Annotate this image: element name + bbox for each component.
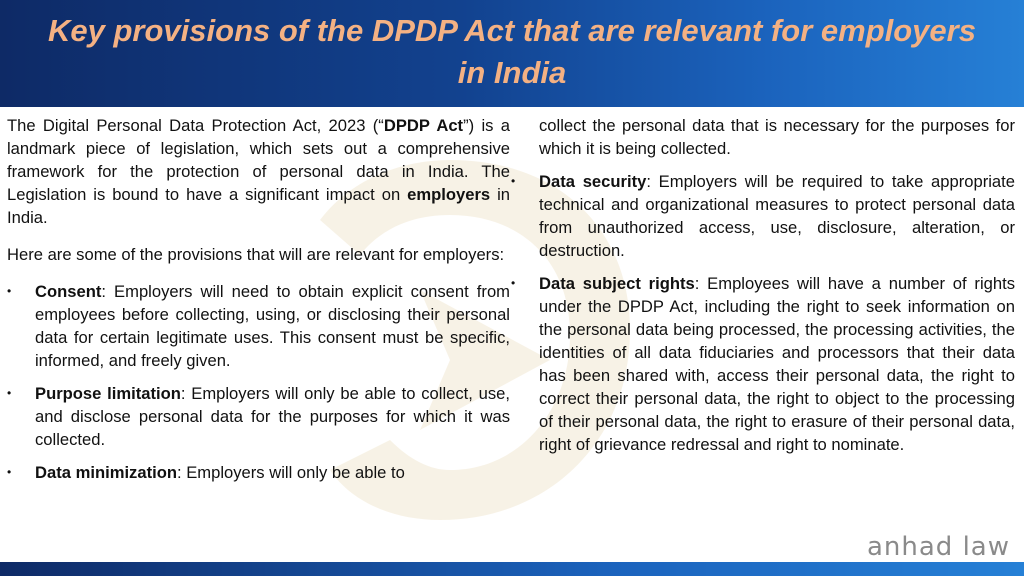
dpdp-act-term: DPDP Act xyxy=(383,116,464,135)
bullet-icon: • xyxy=(7,465,12,479)
provision-data-security: • Data security: Employers will be required to take appropriate technical and organizational measures to protect personal data from unauthorized access, use, disclosure, alteration, or destruction. xyxy=(511,172,1015,260)
bullet-icon: • xyxy=(7,284,12,298)
provision-data-minimization-continued: collect the personal data that is necessary for the purposes for which it is being collected. xyxy=(539,116,1015,158)
footer-bar xyxy=(0,562,1024,576)
provision-data-minimization: • Data minimization: Employers will only be able to xyxy=(7,463,405,482)
page-title: Key provisions of the DPDP Act that are relevant for employers in India xyxy=(48,13,976,90)
bullet-icon: • xyxy=(511,174,516,188)
right-column xyxy=(511,114,1015,456)
anhad-law-logo: anhad law xyxy=(866,532,1010,562)
bullet-icon: • xyxy=(7,386,12,400)
employers-term: employers xyxy=(407,185,491,204)
title-banner xyxy=(0,0,1024,107)
bullet-icon: • xyxy=(511,276,516,290)
intro-paragraph: The Digital Personal Data Protection Act, 2023 (“DPDP Act”) is a landmark piece of legislation, which sets out a comprehensive framework for the protection of personal data in India. The Legislation is bound to have a significant impact on employers in India. xyxy=(7,116,510,227)
provision-purpose-limitation: • Purpose limitation: Employers will only be able to collect, use, and disclose personal data for the purposes for which it was collected. xyxy=(7,384,510,449)
lead-paragraph: Here are some of the provisions that will are relevant for employers: xyxy=(7,245,505,264)
provision-data-subject-rights: • Data subject rights: Employees will have a number of rights under the DPDP Act, including the right to seek information on the personal data being processed, the processing activities, the identities of all data fiduciaries and processors that their data has been shared with, access their personal data, the right to correct their personal data, the right to object to the processing of their personal data, the right to erasure of their personal data, right of grievance redressal and right to nominate. xyxy=(511,274,1015,454)
left-column xyxy=(7,114,510,484)
provision-consent: • Consent: Employers will need to obtain explicit consent from employees before collecting, using, or disclosing their personal data for certain legitimate uses. This consent must be specific, informed, and freely given. xyxy=(7,282,510,370)
